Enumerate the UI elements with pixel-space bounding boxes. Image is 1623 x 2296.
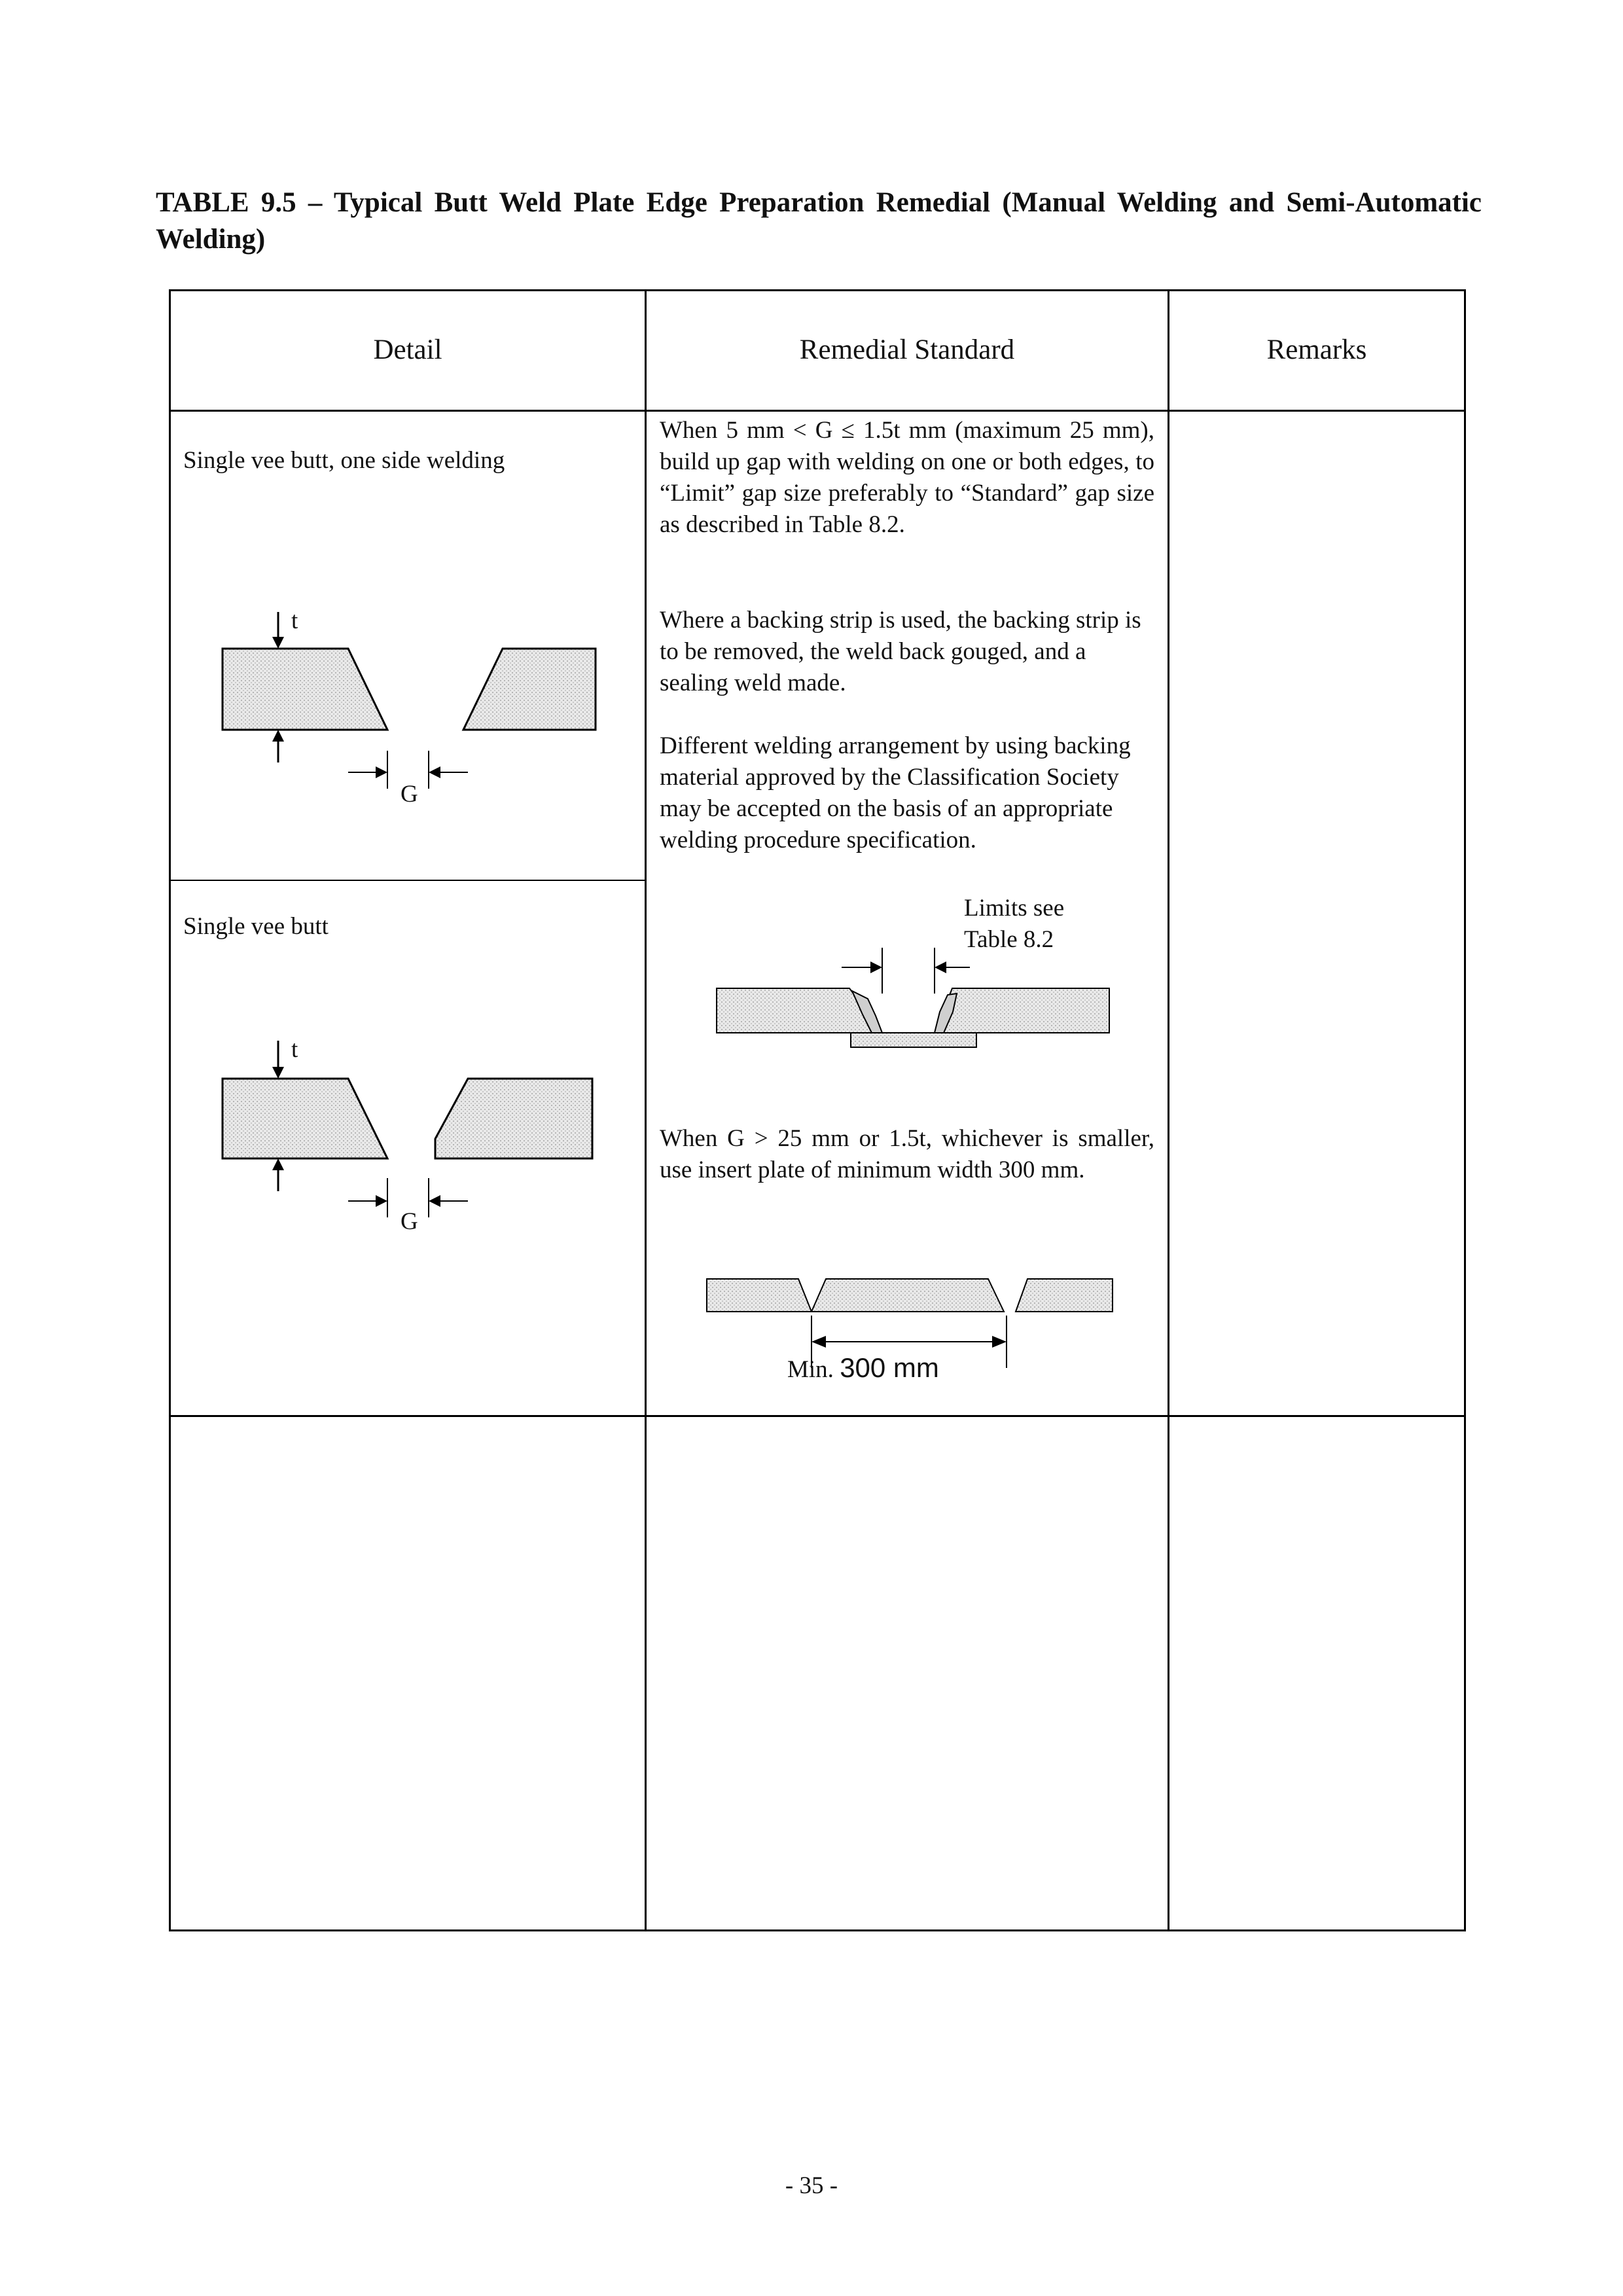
limits-note: Limits see Table 8.2 (964, 895, 1065, 953)
min-width-label (787, 1352, 939, 1386)
header-remedial-standard: Remedial Standard (799, 334, 1015, 365)
header-detail: Detail (373, 334, 442, 365)
backing-strip-weld-diagram (713, 942, 1119, 1060)
remedial-paragraph-4: When G > 25 mm or 1.5t, whichever is smaller, use insert plate of minimum width 300 mm. (660, 1125, 1154, 1183)
table-title: TABLE 9.5 – Typical Butt Weld Plate Edge Preparation Remedial (Manual Welding and Semi-Automatic Welding) (156, 187, 1482, 255)
remedial-paragraph-3: Different welding arrangement by using backing material approved by the Classification Society may be accepted on the basis of an appropriate welding procedure specification. (660, 732, 1131, 853)
detail-1-g-label: G (401, 781, 418, 808)
min-value: 300 mm (840, 1352, 939, 1383)
page-number: - 35 - (785, 2172, 838, 2199)
detail-1-t-label: t (291, 607, 298, 634)
remedial-paragraph-2: Where a backing strip is used, the backing strip is to be removed, the weld back gouged, and a sealing weld made. (660, 607, 1141, 696)
min-prefix: Min. (787, 1356, 834, 1383)
remedial-paragraph-1: When 5 mm < G ≤ 1.5t mm (maximum 25 mm), build up gap with welding on one or both edges, to “Limit” gap size preferably to “Standard” gap size as described in Table 8.2. (660, 417, 1154, 538)
detail-2-label: Single vee butt (183, 913, 329, 940)
header-remarks: Remarks (1266, 334, 1367, 365)
detail-1-label: Single vee butt, one side welding (183, 447, 505, 474)
detail-2-t-label: t (291, 1036, 298, 1063)
detail-2-g-label: G (401, 1208, 418, 1235)
